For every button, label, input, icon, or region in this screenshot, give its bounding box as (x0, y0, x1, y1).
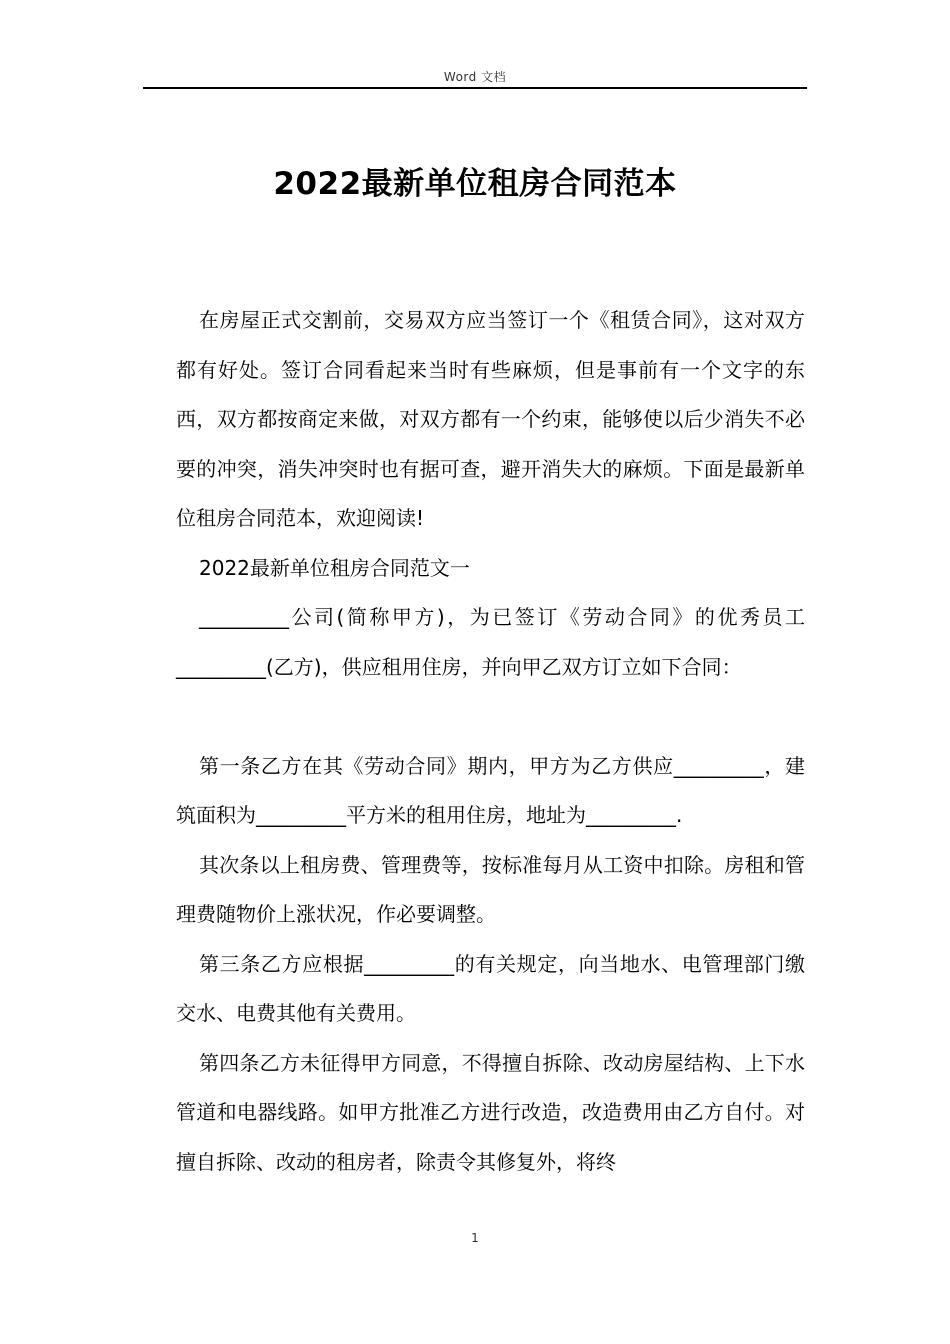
intro-paragraph: 在房屋正式交割前，交易双方应当签订一个《租赁合同》，这对双方都有好处。签订合同看起来当时有些麻烦，但是事前有一个文字的东西，双方都按商定来做，对双方都有一个约束，能够使以后少消失不必要的冲突，消失冲突时也有据可查，避开消失大的麻烦。下面是最新单位租房合同范本，欢迎阅读! (176, 308, 805, 530)
page-number: 1 (471, 1231, 479, 1245)
document-body (176, 296, 805, 1187)
clause-4: 第四条乙方未征得甲方同意，不得擅自拆除、改动房屋结构、上下水管道和电器线路。如甲方批准乙方进行改造，改造费用由乙方自付。对擅自拆除、改动的租房者，除责令其修复外，将终 (176, 1050, 805, 1174)
clause-2: 其次条以上租房费、管理费等，按标准每月从工资中扣除。房租和管理费随物价上涨状况，作必要调整。 (176, 852, 805, 926)
header-divider (143, 87, 807, 89)
section-heading: 2022最新单位租房合同范文一 (199, 555, 470, 580)
page-header-label: Word 文档 (443, 70, 507, 84)
clause-1: 第一条乙方在其《劳动合同》期内，甲方为乙方供应_________，建筑面积为_________平方米的租用住房，地址为_________. (176, 753, 805, 827)
contract-preamble: _________公司(简称甲方)，为已签订《劳动合同》的优秀员工_________(乙方)，供应租用住房，并向甲乙双方订立如下合同： (176, 605, 805, 679)
document-title: 2022最新单位租房合同范本 (273, 166, 677, 202)
clause-3: 第三条乙方应根据_________的有关规定，向当地水、电管理部门缴交水、电费其他有关费用。 (176, 951, 805, 1025)
blank-line (176, 692, 805, 742)
